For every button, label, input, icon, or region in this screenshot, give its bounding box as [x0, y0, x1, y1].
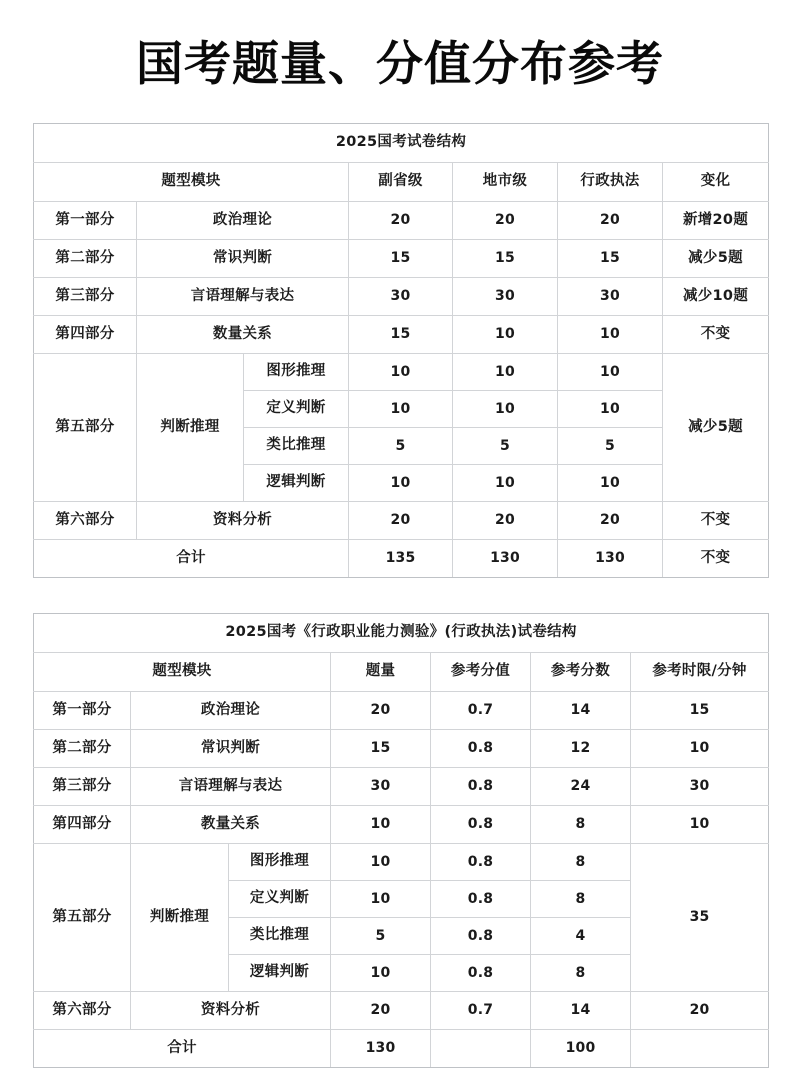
table-row — [34, 768, 769, 806]
table-caption-row — [34, 124, 769, 163]
row-time-limit: 10 — [631, 806, 769, 844]
group-total-score: 8 — [531, 881, 631, 918]
row-part: 第一部分 — [34, 692, 131, 730]
table-row — [34, 502, 769, 540]
row-per-question-score: 0.8 — [431, 806, 531, 844]
row-part: 第一部分 — [34, 202, 137, 240]
table-caption-row — [34, 614, 769, 653]
group-module: 判断推理 — [131, 844, 229, 992]
total-enforcement: 130 — [558, 540, 663, 578]
exam-structure-table-2 — [33, 613, 769, 1068]
total-municipal: 130 — [453, 540, 558, 578]
row-municipal: 30 — [453, 278, 558, 316]
group-submodule: 类比推理 — [244, 428, 349, 465]
total-total-score: 100 — [531, 1030, 631, 1068]
table-header-row — [34, 653, 769, 692]
total-provincial: 135 — [349, 540, 453, 578]
total-per-question-score — [431, 1030, 531, 1068]
group-municipal: 5 — [453, 428, 558, 465]
header-question-count: 题量 — [331, 653, 431, 692]
page-title: 国考题量、分值分布参考 — [136, 37, 664, 92]
group-municipal: 10 — [453, 391, 558, 428]
row-module: 政治理论 — [137, 202, 349, 240]
group-municipal: 10 — [453, 465, 558, 502]
row-change: 减少5题 — [663, 240, 769, 278]
total-question-count: 130 — [331, 1030, 431, 1068]
group-submodule: 图形推理 — [244, 354, 349, 391]
row-enforcement: 20 — [558, 502, 663, 540]
group-per-question-score: 0.8 — [431, 844, 531, 881]
row-module: 数量关系 — [137, 316, 349, 354]
group-municipal: 10 — [453, 354, 558, 391]
group-total-score: 4 — [531, 918, 631, 955]
group-submodule: 逻辑判断 — [244, 465, 349, 502]
row-provincial: 15 — [349, 316, 453, 354]
header-provincial: 副省级 — [349, 163, 453, 202]
table-row — [34, 202, 769, 240]
group-enforcement: 10 — [558, 465, 663, 502]
table-row — [34, 806, 769, 844]
header-module: 题型模块 — [34, 163, 349, 202]
row-part: 第六部分 — [34, 502, 137, 540]
row-module: 言语理解与表达 — [137, 278, 349, 316]
group-per-question-score: 0.8 — [431, 881, 531, 918]
group-per-question-score: 0.8 — [431, 955, 531, 992]
row-part: 第四部分 — [34, 806, 131, 844]
group-provincial: 10 — [349, 391, 453, 428]
row-change: 不变 — [663, 502, 769, 540]
group-time-limit: 35 — [631, 844, 769, 992]
header-time-limit: 参考时限/分钟 — [631, 653, 769, 692]
row-module: 常识判断 — [137, 240, 349, 278]
row-module: 资料分析 — [137, 502, 349, 540]
group-enforcement: 10 — [558, 391, 663, 428]
group-submodule: 类比推理 — [229, 918, 331, 955]
group-change: 减少5题 — [663, 354, 769, 502]
group-enforcement: 5 — [558, 428, 663, 465]
group-question-count: 10 — [331, 881, 431, 918]
group-question-count: 5 — [331, 918, 431, 955]
row-change: 减少10题 — [663, 278, 769, 316]
total-label: 合计 — [34, 540, 349, 578]
row-part: 第二部分 — [34, 240, 137, 278]
table-row — [34, 730, 769, 768]
row-provincial: 15 — [349, 240, 453, 278]
group-part: 第五部分 — [34, 354, 137, 502]
row-module: 言语理解与表达 — [131, 768, 331, 806]
table-row-group — [34, 844, 769, 881]
row-enforcement: 20 — [558, 202, 663, 240]
row-time-limit: 20 — [631, 992, 769, 1030]
row-question-count: 30 — [331, 768, 431, 806]
group-submodule: 定义判断 — [229, 881, 331, 918]
group-submodule: 定义判断 — [244, 391, 349, 428]
total-change: 不变 — [663, 540, 769, 578]
total-time-limit — [631, 1030, 769, 1068]
table-caption: 2025国考《行政职业能力测验》(行政执法)试卷结构 — [34, 614, 769, 653]
table-row — [34, 278, 769, 316]
group-submodule: 逻辑判断 — [229, 955, 331, 992]
row-total-score: 14 — [531, 992, 631, 1030]
table-row — [34, 692, 769, 730]
row-question-count: 20 — [331, 992, 431, 1030]
row-provincial: 20 — [349, 502, 453, 540]
row-per-question-score: 0.7 — [431, 692, 531, 730]
row-total-score: 24 — [531, 768, 631, 806]
header-total-score: 参考分数 — [531, 653, 631, 692]
row-total-score: 14 — [531, 692, 631, 730]
row-provincial: 20 — [349, 202, 453, 240]
row-question-count: 10 — [331, 806, 431, 844]
group-part: 第五部分 — [34, 844, 131, 992]
table-row — [34, 316, 769, 354]
group-provincial: 5 — [349, 428, 453, 465]
row-module: 教量关系 — [131, 806, 331, 844]
table-row-group — [34, 354, 769, 391]
row-question-count: 15 — [331, 730, 431, 768]
row-time-limit: 10 — [631, 730, 769, 768]
row-total-score: 8 — [531, 806, 631, 844]
row-total-score: 12 — [531, 730, 631, 768]
row-enforcement: 30 — [558, 278, 663, 316]
table-row — [34, 240, 769, 278]
group-total-score: 8 — [531, 844, 631, 881]
row-provincial: 30 — [349, 278, 453, 316]
row-module: 常识判断 — [131, 730, 331, 768]
row-per-question-score: 0.8 — [431, 768, 531, 806]
group-question-count: 10 — [331, 844, 431, 881]
row-time-limit: 30 — [631, 768, 769, 806]
row-municipal: 20 — [453, 202, 558, 240]
header-per-question-score: 参考分值 — [431, 653, 531, 692]
exam-structure-table-1 — [33, 123, 769, 578]
group-provincial: 10 — [349, 465, 453, 502]
header-change: 变化 — [663, 163, 769, 202]
row-municipal: 10 — [453, 316, 558, 354]
table-caption: 2025国考试卷结构 — [34, 124, 769, 163]
table-total-row — [34, 540, 769, 578]
group-provincial: 10 — [349, 354, 453, 391]
exam-structure-table-1-container — [33, 123, 768, 578]
group-module: 判断推理 — [137, 354, 244, 502]
row-part: 第六部分 — [34, 992, 131, 1030]
row-time-limit: 15 — [631, 692, 769, 730]
row-enforcement: 10 — [558, 316, 663, 354]
row-per-question-score: 0.7 — [431, 992, 531, 1030]
row-question-count: 20 — [331, 692, 431, 730]
row-enforcement: 15 — [558, 240, 663, 278]
table-header-row — [34, 163, 769, 202]
header-module: 题型模块 — [34, 653, 331, 692]
exam-structure-table-2-container — [33, 613, 768, 1068]
row-change: 不变 — [663, 316, 769, 354]
row-change: 新增20题 — [663, 202, 769, 240]
row-module: 政治理论 — [131, 692, 331, 730]
row-municipal: 20 — [453, 502, 558, 540]
group-enforcement: 10 — [558, 354, 663, 391]
group-submodule: 图形推理 — [229, 844, 331, 881]
header-enforcement: 行政执法 — [558, 163, 663, 202]
row-municipal: 15 — [453, 240, 558, 278]
header-municipal: 地市级 — [453, 163, 558, 202]
row-part: 第三部分 — [34, 278, 137, 316]
total-label: 合计 — [34, 1030, 331, 1068]
row-per-question-score: 0.8 — [431, 730, 531, 768]
table-row — [34, 992, 769, 1030]
row-module: 资料分析 — [131, 992, 331, 1030]
row-part: 第四部分 — [34, 316, 137, 354]
group-per-question-score: 0.8 — [431, 918, 531, 955]
group-question-count: 10 — [331, 955, 431, 992]
row-part: 第三部分 — [34, 768, 131, 806]
table-total-row — [34, 1030, 769, 1068]
group-total-score: 8 — [531, 955, 631, 992]
row-part: 第二部分 — [34, 730, 131, 768]
